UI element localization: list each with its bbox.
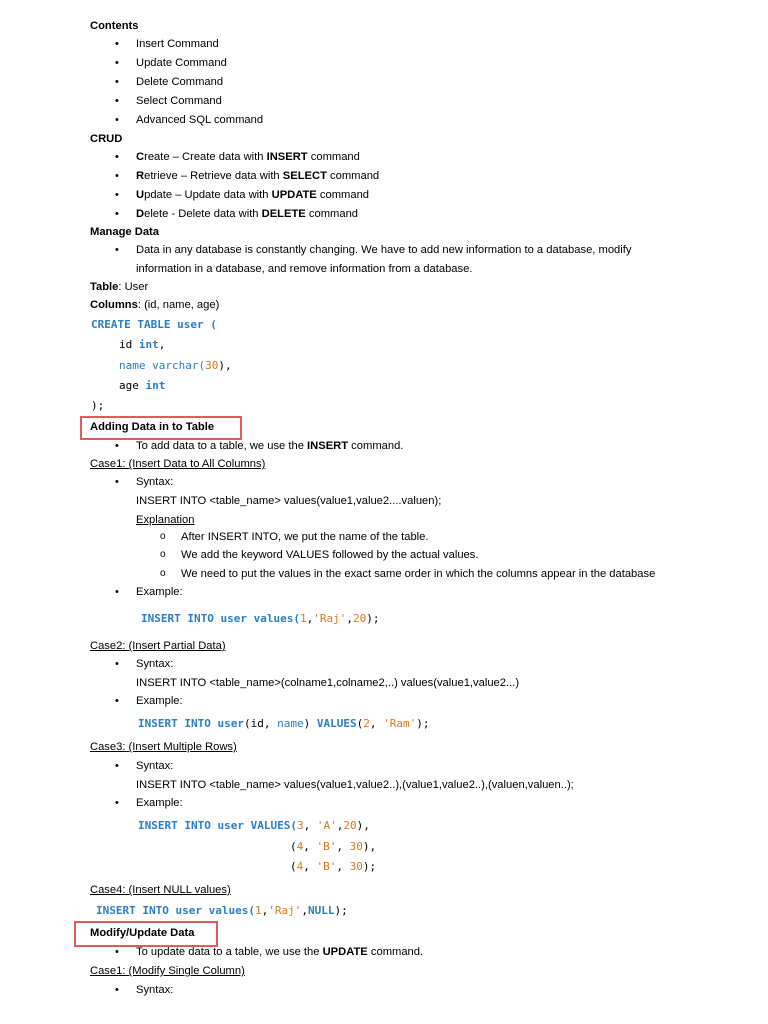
bullet-icon: •	[115, 151, 119, 163]
case4-heading: Case4: (Insert NULL values)	[90, 884, 231, 896]
bullet-icon: •	[115, 984, 119, 996]
case3-code-line1: INSERT INTO user VALUES(3, 'A',20),	[138, 819, 370, 832]
bullet-icon: •	[115, 440, 119, 452]
list-item: Select Command	[136, 95, 222, 107]
adding-heading: Adding Data in to Table	[90, 421, 215, 433]
syntax-label: Syntax:	[136, 476, 174, 488]
case1-syntax: INSERT INTO <table_name> values(value1,value2....valuen);	[136, 495, 442, 507]
adding-intro: To add data to a table, we use the INSERT command.	[136, 440, 404, 452]
case3-code-line2: (4, 'B', 30),	[290, 840, 377, 853]
circle-bullet-icon: o	[160, 531, 166, 542]
bullet-icon: •	[115, 76, 119, 88]
case3-code-line3: (4, 'B', 30);	[290, 860, 377, 873]
bullet-icon: •	[115, 658, 119, 670]
code-line: id int,	[119, 338, 166, 351]
bullet-icon: •	[115, 38, 119, 50]
columns-label: Columns: (id, name, age)	[90, 299, 220, 311]
manage-paragraph-line1: Data in any database is constantly changing. We have to add new information to a database, modify	[136, 244, 632, 256]
bullet-icon: •	[115, 760, 119, 772]
case2-code: INSERT INTO user(id, name) VALUES(2, 'Ram');	[138, 717, 430, 730]
circle-bullet-icon: o	[160, 549, 166, 560]
code-line: age int	[119, 379, 166, 392]
bullet-icon: •	[115, 946, 119, 958]
list-item: Update – Update data with UPDATE command	[136, 189, 370, 201]
explanation-label: Explanation	[136, 514, 195, 526]
code-line: name varchar(30),	[119, 359, 232, 372]
list-item: Update Command	[136, 57, 227, 69]
list-item: Delete - Delete data with DELETE command	[136, 208, 359, 220]
case3-syntax: INSERT INTO <table_name> values(value1,value2..),(value1,value2..),(valuen,valuen..);	[136, 779, 574, 791]
bullet-icon: •	[115, 57, 119, 69]
list-item: Insert Command	[136, 38, 219, 50]
table-label: Table: User	[90, 281, 149, 293]
bullet-icon: •	[115, 114, 119, 126]
bullet-icon: •	[115, 95, 119, 107]
modify-heading: Modify/Update Data	[90, 927, 195, 939]
contents-heading: Contents	[90, 20, 139, 32]
syntax-label: Syntax:	[136, 760, 174, 772]
syntax-label: Syntax:	[136, 984, 174, 996]
circle-bullet-icon: o	[160, 568, 166, 579]
syntax-label: Syntax:	[136, 658, 174, 670]
case2-heading: Case2: (Insert Partial Data)	[90, 640, 226, 652]
bullet-icon: •	[115, 170, 119, 182]
modify-intro: To update data to a table, we use the UPDATE command.	[136, 946, 424, 958]
explanation-item: We need to put the values in the exact same order in which the columns appear in the database	[181, 568, 656, 580]
bullet-icon: •	[115, 586, 119, 598]
list-item: Delete Command	[136, 76, 224, 88]
manage-heading: Manage Data	[90, 226, 160, 238]
list-item: Create – Create data with INSERT command	[136, 151, 360, 163]
bullet-icon: •	[115, 695, 119, 707]
explanation-item: After INSERT INTO, we put the name of the table.	[181, 531, 429, 543]
case1-code: INSERT INTO user values(1,'Raj',20);	[141, 612, 380, 625]
list-item: Retrieve – Retrieve data with SELECT command	[136, 170, 380, 182]
case1-heading: Case1: (Insert Data to All Columns)	[90, 458, 266, 470]
bullet-icon: •	[115, 476, 119, 488]
case3-heading: Case3: (Insert Multiple Rows)	[90, 741, 237, 753]
bullet-icon: •	[115, 208, 119, 220]
modify-case1-heading: Case1: (Modify Single Column)	[90, 965, 245, 977]
manage-paragraph-line2: information in a database, and remove information from a database.	[136, 263, 473, 275]
bullet-icon: •	[115, 797, 119, 809]
crud-heading: CRUD	[90, 133, 123, 145]
case4-code: INSERT INTO user values(1,'Raj',NULL);	[96, 904, 348, 917]
list-item: Advanced SQL command	[136, 114, 264, 126]
bullet-icon: •	[115, 244, 119, 256]
example-label: Example:	[136, 586, 183, 598]
example-label: Example:	[136, 695, 183, 707]
explanation-item: We add the keyword VALUES followed by the actual values.	[181, 549, 479, 561]
code-line: );	[91, 399, 105, 412]
bullet-icon: •	[115, 189, 119, 201]
case2-syntax: INSERT INTO <table_name>(colname1,colname2,..) values(value1,value2...)	[136, 677, 520, 689]
example-label: Example:	[136, 797, 183, 809]
code-line: CREATE TABLE user (	[91, 318, 217, 331]
